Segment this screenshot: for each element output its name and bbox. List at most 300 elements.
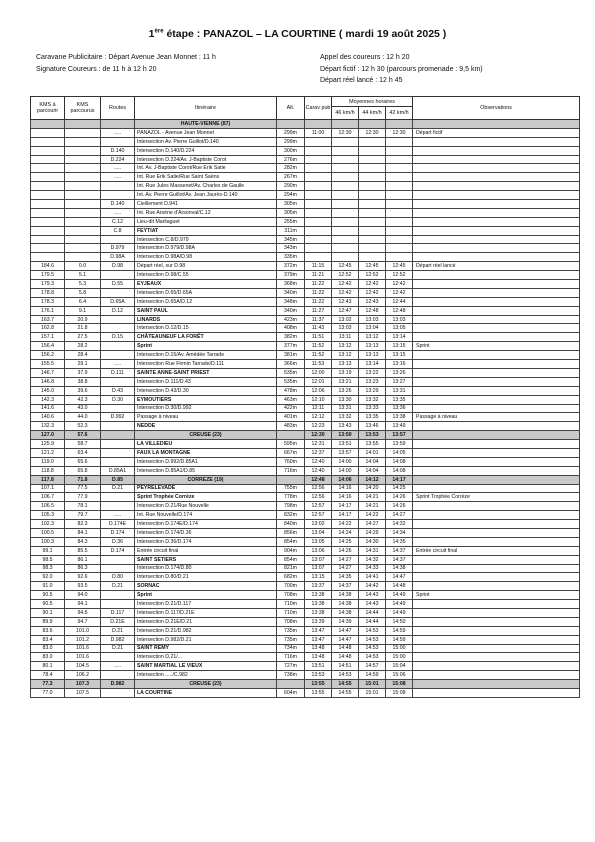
caravane-cell: 13:38 <box>305 608 332 617</box>
time-44-cell: 13:14 <box>359 360 386 369</box>
kms-rest-cell <box>31 164 65 173</box>
location-cell: Sprint <box>135 342 277 351</box>
alt-cell <box>277 680 305 689</box>
caravane-cell <box>305 137 332 146</box>
caravane-cell: 12:48 <box>305 475 332 484</box>
alt-cell: 735m <box>277 626 305 635</box>
kms-rest-cell: 146.7 <box>31 368 65 377</box>
kms-done-cell <box>65 217 101 226</box>
location-cell: SAINT SETIERS <box>135 555 277 564</box>
table-row <box>31 546 580 555</box>
caravane-cell <box>305 253 332 262</box>
table-row <box>31 653 580 662</box>
alt-cell: 667m <box>277 448 305 457</box>
table-row <box>31 315 580 324</box>
location-cell: Int. Av. Pierre Guillot/Av. Jean Jaurès-D.140 <box>135 191 277 200</box>
kms-rest-cell: 146.8 <box>31 377 65 386</box>
alt-cell: 708m <box>277 617 305 626</box>
location-cell: Intersection D.21/D.117 <box>135 600 277 609</box>
kms-rest-cell <box>31 137 65 146</box>
observation-cell <box>413 280 580 289</box>
route-cell <box>101 600 135 609</box>
time-46-cell: 14:38 <box>332 608 359 617</box>
location-cell: SAINT RÉMY <box>135 644 277 653</box>
location-cell: Intersection D.111/D.43 <box>135 377 277 386</box>
alt-cell: 368m <box>277 280 305 289</box>
caravane-cell: 12:12 <box>305 413 332 422</box>
route-cell: D.15 <box>101 333 135 342</box>
time-46-cell: 14:39 <box>332 617 359 626</box>
kms-done-cell: 28.2 <box>65 342 101 351</box>
kms-done-cell: 29.1 <box>65 360 101 369</box>
time-44-cell: 13:53 <box>359 431 386 440</box>
alt-cell: 478m <box>277 386 305 395</box>
table-row <box>31 128 580 137</box>
route-cell: D.21E <box>101 617 135 626</box>
time-46-cell: 14:27 <box>332 555 359 564</box>
kms-rest-cell: 78.4 <box>31 671 65 680</box>
time-46-cell: 14:55 <box>332 689 359 698</box>
time-44-cell: 15:01 <box>359 689 386 698</box>
time-44-cell: 12:52 <box>359 271 386 280</box>
time-42-cell: 13:35 <box>386 395 413 404</box>
route-cell <box>101 564 135 573</box>
location-cell: Entrée circuit final <box>135 546 277 555</box>
time-42-cell <box>386 235 413 244</box>
time-46-cell: 12:42 <box>332 288 359 297</box>
alt-cell: 854m <box>277 555 305 564</box>
observation-cell <box>413 528 580 537</box>
location-cell: EYMOUTIERS <box>135 395 277 404</box>
time-46-cell: 14:38 <box>332 591 359 600</box>
route-cell: ..... <box>101 173 135 182</box>
alt-cell: 821m <box>277 564 305 573</box>
caravane-cell: 11:21 <box>305 271 332 280</box>
time-44-cell <box>359 137 386 146</box>
observation-cell <box>413 288 580 297</box>
header-routes: Routes <box>101 97 135 120</box>
table-row <box>31 608 580 617</box>
time-42-cell: 12:45 <box>386 262 413 271</box>
time-46-cell: 12:45 <box>332 262 359 271</box>
kms-done-cell <box>65 253 101 262</box>
alt-cell: 340m <box>277 306 305 315</box>
table-row <box>31 386 580 395</box>
caravane-cell: 13:38 <box>305 600 332 609</box>
time-44-cell: 14:27 <box>359 520 386 529</box>
time-46-cell: 12:52 <box>332 271 359 280</box>
location-cell: Intersection D.65/D.65A <box>135 288 277 297</box>
route-cell <box>101 351 135 360</box>
kms-rest-cell: 125.9 <box>31 440 65 449</box>
kms-done-cell: 71.8 <box>65 475 101 484</box>
caravane-cell <box>305 155 332 164</box>
route-cell <box>101 502 135 511</box>
route-cell <box>101 288 135 297</box>
time-46-cell: 13:02 <box>332 315 359 324</box>
observation-cell <box>413 333 580 342</box>
observation-cell <box>413 360 580 369</box>
time-46-cell <box>332 253 359 262</box>
observation-cell <box>413 662 580 671</box>
alt-cell: 422m <box>277 404 305 413</box>
time-46-cell <box>332 244 359 253</box>
time-42-cell: 13:36 <box>386 404 413 413</box>
route-cell <box>101 404 135 413</box>
route-cell <box>101 653 135 662</box>
kms-done-cell: 58.7 <box>65 440 101 449</box>
alt-cell: 798m <box>277 502 305 511</box>
caravane-cell: 13:15 <box>305 573 332 582</box>
observation-cell <box>413 155 580 164</box>
observation-cell <box>413 120 580 129</box>
kms-done-cell: 52.3 <box>65 422 101 431</box>
time-44-cell: 14:21 <box>359 502 386 511</box>
observation-cell <box>413 351 580 360</box>
kms-rest-cell: 127.0 <box>31 431 65 440</box>
kms-rest-cell: 117.8 <box>31 475 65 484</box>
section-name-cell: CREUSE (23) <box>135 680 277 689</box>
alt-cell: 282m <box>277 164 305 173</box>
kms-rest-cell <box>31 128 65 137</box>
kms-done-cell <box>65 200 101 209</box>
table-row <box>31 235 580 244</box>
location-cell: Intersection D.36/D.174 <box>135 537 277 546</box>
caravane-cell: 11:43 <box>305 324 332 333</box>
caravane-cell: 11:37 <box>305 315 332 324</box>
time-46-cell <box>332 191 359 200</box>
route-cell: D.55 <box>101 280 135 289</box>
caravane-cell: 13:06 <box>305 546 332 555</box>
time-46-cell <box>332 217 359 226</box>
time-46-cell: 14:00 <box>332 466 359 475</box>
kms-done-cell: 5.3 <box>65 280 101 289</box>
alt-cell: 299m <box>277 137 305 146</box>
observation-cell <box>413 253 580 262</box>
alt-cell: 340m <box>277 288 305 297</box>
time-44-cell: 14:43 <box>359 591 386 600</box>
table-row <box>31 360 580 369</box>
time-46-cell: 13:12 <box>332 342 359 351</box>
kms-done-cell: 63.4 <box>65 448 101 457</box>
alt-cell: 294m <box>277 191 305 200</box>
time-44-cell <box>359 146 386 155</box>
caravane-cell: 13:05 <box>305 537 332 546</box>
alt-cell: 832m <box>277 511 305 520</box>
caravane-cell: 12:40 <box>305 466 332 475</box>
caravane-cell: 12:10 <box>305 395 332 404</box>
time-44-cell: 15:01 <box>359 680 386 689</box>
alt-cell: 408m <box>277 324 305 333</box>
time-42-cell: 13:31 <box>386 386 413 395</box>
caravane-cell <box>305 200 332 209</box>
kms-done-cell <box>65 137 101 146</box>
observation-cell <box>413 520 580 529</box>
header-speed-44: 44 km/h <box>359 107 386 120</box>
location-cell: Intersection D.21E/D.21 <box>135 617 277 626</box>
kms-done-cell: 78.1 <box>65 502 101 511</box>
time-46-cell: 13:12 <box>332 351 359 360</box>
time-44-cell: 14:30 <box>359 537 386 546</box>
time-42-cell: 12:44 <box>386 297 413 306</box>
alt-cell: 348m <box>277 297 305 306</box>
time-46-cell: 13:26 <box>332 386 359 395</box>
route-cell: D.21 <box>101 582 135 591</box>
route-cell <box>101 271 135 280</box>
time-42-cell: 14:49 <box>386 600 413 609</box>
location-cell: Cieillement D.941 <box>135 200 277 209</box>
route-cell: D.992 <box>101 413 135 422</box>
kms-rest-cell: 77.3 <box>31 680 65 689</box>
alt-cell: 401m <box>277 413 305 422</box>
observation-cell <box>413 440 580 449</box>
time-46-cell: 13:31 <box>332 404 359 413</box>
kms-rest-cell <box>31 173 65 182</box>
caravane-cell: 13:37 <box>305 582 332 591</box>
time-42-cell: 14:08 <box>386 457 413 466</box>
table-row <box>31 333 580 342</box>
caravane-cell: 13:48 <box>305 644 332 653</box>
time-46-cell <box>332 182 359 191</box>
observation-cell <box>413 235 580 244</box>
kms-rest-cell: 178.3 <box>31 297 65 306</box>
caravane-cell: 12:31 <box>305 440 332 449</box>
time-42-cell: 13:16 <box>386 360 413 369</box>
observation-cell <box>413 137 580 146</box>
caravane-cell: 12:40 <box>305 457 332 466</box>
caravane-cell: 13:55 <box>305 680 332 689</box>
kms-done-cell <box>65 191 101 200</box>
observation-cell <box>413 404 580 413</box>
observation-cell <box>413 671 580 680</box>
kms-rest-cell: 184.6 <box>31 262 65 271</box>
table-row <box>31 280 580 289</box>
route-cell: D.111 <box>101 368 135 377</box>
route-cell <box>101 493 135 502</box>
route-cell: ..... <box>101 128 135 137</box>
time-44-cell: 13:55 <box>359 440 386 449</box>
kms-rest-cell <box>31 253 65 262</box>
route-cell: ..... <box>101 662 135 671</box>
time-44-cell: 14:43 <box>359 600 386 609</box>
kms-rest-cell: 100.5 <box>31 528 65 537</box>
time-42-cell: 14:38 <box>386 564 413 573</box>
time-42-cell: 15:06 <box>386 671 413 680</box>
caravane-cell: 11:27 <box>305 306 332 315</box>
header-alt: Alt. <box>277 97 305 120</box>
route-cell: D.224 <box>101 155 135 164</box>
header-kms-rest: KMS à parcourir <box>31 97 65 120</box>
route-cell <box>101 431 135 440</box>
time-42-cell: 12:52 <box>386 271 413 280</box>
time-42-cell: 14:17 <box>386 475 413 484</box>
time-46-cell: 14:37 <box>332 582 359 591</box>
kms-rest-cell: 178.8 <box>31 288 65 297</box>
kms-rest-cell: 83.4 <box>31 635 65 644</box>
table-row <box>31 351 580 360</box>
table-row <box>31 200 580 209</box>
alt-cell: 710m <box>277 600 305 609</box>
alt-cell: 335m <box>277 253 305 262</box>
alt-cell: 299m <box>277 128 305 137</box>
time-46-cell: 13:21 <box>332 377 359 386</box>
observation-cell <box>413 226 580 235</box>
caravane-cell <box>305 164 332 173</box>
kms-rest-cell: 90.1 <box>31 608 65 617</box>
alt-cell: 382m <box>277 333 305 342</box>
kms-rest-cell <box>31 120 65 129</box>
kms-done-cell: 21.8 <box>65 324 101 333</box>
location-cell: Intersection D.982/D.21 <box>135 635 277 644</box>
time-42-cell <box>386 191 413 200</box>
caravane-cell: 13:38 <box>305 591 332 600</box>
caravane-cell: 13:39 <box>305 617 332 626</box>
route-cell <box>101 235 135 244</box>
kms-rest-cell: 98.3 <box>31 564 65 573</box>
table-row <box>31 164 580 173</box>
kms-rest-cell: 106.5 <box>31 502 65 511</box>
caravane-cell: 12:37 <box>305 448 332 457</box>
kms-rest-cell <box>31 200 65 209</box>
route-cell: D.30 <box>101 395 135 404</box>
table-row <box>31 671 580 680</box>
alt-cell <box>277 120 305 129</box>
route-cell: D.174 <box>101 528 135 537</box>
kms-done-cell: 27.5 <box>65 333 101 342</box>
time-42-cell <box>386 173 413 182</box>
time-44-cell: 14:20 <box>359 484 386 493</box>
alt-cell: 463m <box>277 395 305 404</box>
time-44-cell: 14:53 <box>359 653 386 662</box>
time-42-cell <box>386 164 413 173</box>
table-row <box>31 600 580 609</box>
route-cell <box>101 555 135 564</box>
kms-rest-cell: 142.3 <box>31 395 65 404</box>
kms-rest-cell: 80.1 <box>31 662 65 671</box>
time-46-cell: 13:30 <box>332 395 359 404</box>
time-42-cell: 13:49 <box>386 422 413 431</box>
header-observations: Observations <box>413 97 580 120</box>
location-cell: Intersection D.140/D.224 <box>135 146 277 155</box>
page-title: 1ère étape : PANAZOL – LA COURTINE ( mardi 19 août 2025 ) <box>148 28 447 40</box>
time-46-cell <box>332 155 359 164</box>
time-44-cell <box>359 235 386 244</box>
time-44-cell: 14:21 <box>359 493 386 502</box>
observation-cell <box>413 368 580 377</box>
time-46-cell: 13:13 <box>332 360 359 369</box>
caravane-cell: 11:15 <box>305 262 332 271</box>
caravane-cell: 13:48 <box>305 653 332 662</box>
location-cell: Sprint <box>135 591 277 600</box>
observation-cell <box>413 644 580 653</box>
observation-cell <box>413 191 580 200</box>
table-row <box>31 253 580 262</box>
caravane-cell: 13:47 <box>305 626 332 635</box>
kms-done-cell <box>65 173 101 182</box>
table-row <box>31 537 580 546</box>
time-44-cell: 14:57 <box>359 662 386 671</box>
time-44-cell: 13:12 <box>359 333 386 342</box>
kms-done-cell: 93.5 <box>65 582 101 591</box>
caravane-cell <box>305 191 332 200</box>
table-row <box>31 342 580 351</box>
time-42-cell: 14:37 <box>386 546 413 555</box>
time-42-cell: 13:05 <box>386 324 413 333</box>
caravane-cell <box>305 217 332 226</box>
kms-rest-cell: 140.6 <box>31 413 65 422</box>
kms-done-cell: 28.4 <box>65 351 101 360</box>
caravane-cell: 13:55 <box>305 689 332 698</box>
observation-cell <box>413 617 580 626</box>
observation-cell <box>413 466 580 475</box>
time-44-cell: 12:48 <box>359 306 386 315</box>
info-caravane: Caravane Publicitaire : Départ Avenue Jean Monnet : 11 h <box>36 54 216 61</box>
info-depart-reel: Départ réel lancé : 12 h 45 <box>320 77 403 84</box>
time-44-cell <box>359 208 386 217</box>
location-cell: Intersection Av. Pierre Guillot/D.140 <box>135 137 277 146</box>
observation-cell: Sprint <box>413 342 580 351</box>
kms-rest-cell: 107.1 <box>31 484 65 493</box>
alt-cell: 708m <box>277 591 305 600</box>
route-cell: D.140 <box>101 200 135 209</box>
alt-cell: 366m <box>277 360 305 369</box>
info-left <box>36 52 216 75</box>
time-46-cell: 12:47 <box>332 306 359 315</box>
caravane-cell: 13:53 <box>305 671 332 680</box>
time-42-cell: 15:00 <box>386 653 413 662</box>
location-cell: Intersection ...../C.982 <box>135 671 277 680</box>
table-row <box>31 137 580 146</box>
time-46-cell <box>332 137 359 146</box>
time-44-cell: 13:13 <box>359 351 386 360</box>
kms-done-cell: 92.6 <box>65 573 101 582</box>
kms-rest-cell: 77.0 <box>31 689 65 698</box>
alt-cell: 255m <box>277 217 305 226</box>
time-46-cell: 14:16 <box>332 493 359 502</box>
time-46-cell: 14:22 <box>332 520 359 529</box>
kms-rest-cell: 90.5 <box>31 600 65 609</box>
kms-done-cell: 101.2 <box>65 635 101 644</box>
route-cell: ..... <box>101 511 135 520</box>
kms-done-cell: 85.5 <box>65 546 101 555</box>
kms-done-cell <box>65 244 101 253</box>
observation-cell <box>413 164 580 173</box>
caravane-cell: 11:00 <box>305 128 332 137</box>
kms-done-cell <box>65 155 101 164</box>
alt-cell: 305m <box>277 208 305 217</box>
route-cell <box>101 315 135 324</box>
caravane-cell: 13:51 <box>305 662 332 671</box>
alt-cell: 305m <box>277 200 305 209</box>
time-44-cell <box>359 173 386 182</box>
caravane-cell: 11:53 <box>305 360 332 369</box>
time-46-cell: 14:48 <box>332 644 359 653</box>
location-cell: PANAZOL - Avenue Jean Monnet <box>135 128 277 137</box>
table-row <box>31 422 580 431</box>
kms-done-cell: 107.3 <box>65 680 101 689</box>
info-appel: Appel des coureurs : 12 h 20 <box>320 54 410 61</box>
time-44-cell: 14:53 <box>359 644 386 653</box>
observation-cell <box>413 555 580 564</box>
alt-cell: 778m <box>277 493 305 502</box>
time-44-cell: 13:23 <box>359 377 386 386</box>
time-46-cell: 13:19 <box>332 368 359 377</box>
kms-rest-cell: 90.5 <box>31 591 65 600</box>
location-cell: Intersection D.21/D.982 <box>135 626 277 635</box>
caravane-cell: 12:00 <box>305 368 332 377</box>
time-42-cell: 14:50 <box>386 617 413 626</box>
table-row <box>31 244 580 253</box>
